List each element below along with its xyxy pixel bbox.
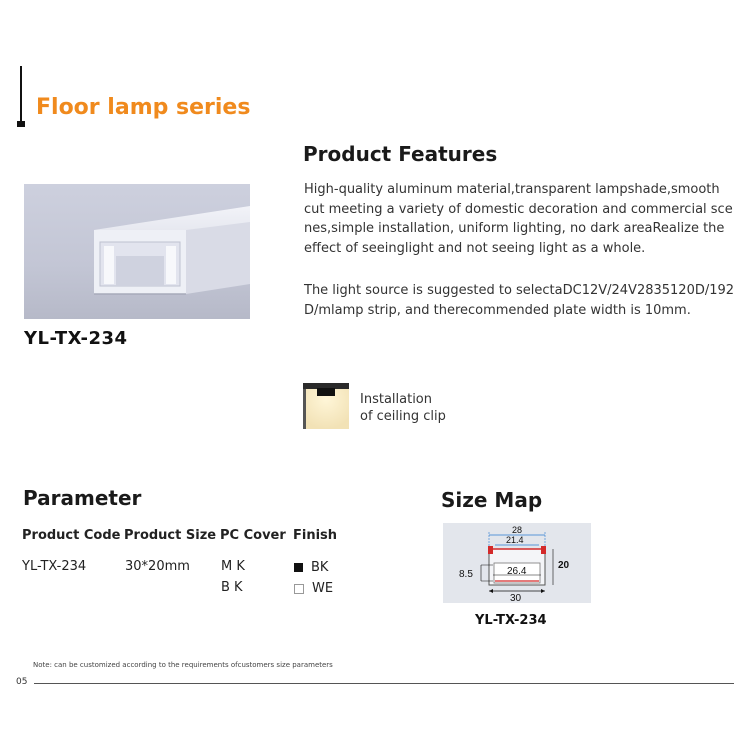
- parameter-title: Parameter: [23, 486, 142, 510]
- footer-note: Note: can be customized according to the requirements ofcustomers size parameters: [33, 661, 333, 669]
- features-line: cut meeting a variety of domestic decoration and commercial sce: [304, 201, 733, 217]
- series-title: Floor lamp series: [36, 95, 251, 120]
- dim-inner-top-label: 21.4: [506, 535, 524, 545]
- aluminum-profile-illustration: [24, 184, 250, 319]
- footer-divider: [34, 683, 734, 684]
- header-accent-mark: [17, 121, 25, 127]
- header-finish: Finish: [293, 528, 338, 543]
- dim-inner-label: 26.4: [507, 566, 527, 577]
- dim-right-label: 20: [558, 560, 570, 571]
- features-line: High-quality aluminum material,transparent lampshade,smooth: [304, 182, 720, 197]
- features-line: effect of seeinglight and not seeing light as a whole.: [304, 240, 646, 256]
- size-map-title: Size Map: [441, 488, 543, 512]
- features-line: The light source is suggested to selectaDC12V/24V2835120D/192: [304, 283, 735, 298]
- header-pc-cover: PC Cover: [220, 528, 286, 543]
- product-model: YL-TX-234: [24, 328, 128, 349]
- header-product-code: Product Code: [22, 528, 121, 543]
- dim-left-label: 8.5: [459, 569, 473, 580]
- cell-product-size: 30*20mm: [125, 559, 190, 574]
- installation-label: [360, 391, 446, 425]
- page-number: 05: [16, 677, 28, 687]
- black-swatch-icon: [294, 563, 303, 572]
- header-accent-bar: [20, 66, 22, 126]
- finish-label: WE: [312, 581, 334, 596]
- ceiling-clip-icon: [303, 383, 349, 429]
- finish-item-we: [294, 581, 333, 596]
- features-line: D/mlamp strip, and therecommended plate width is 10mm.: [304, 302, 691, 318]
- size-map-diagram: [443, 523, 591, 603]
- features-paragraph-2: [304, 281, 736, 320]
- cell-product-code: YL-TX-234: [22, 559, 87, 574]
- features-paragraph-1: [304, 180, 736, 258]
- size-map-model: YL-TX-234: [475, 613, 547, 628]
- finish-label: BK: [311, 560, 329, 575]
- cell-pc-cover-1: M K: [221, 559, 245, 574]
- features-line: nes,simple installation, uniform lighting, no dark areaRealize the: [304, 221, 725, 236]
- finish-item-bk: [294, 560, 328, 575]
- product-image: [24, 184, 250, 319]
- dim-top-label: 28: [512, 525, 523, 535]
- installation-line-1: Installation: [360, 392, 433, 407]
- white-swatch-icon: [294, 584, 304, 594]
- installation-line-2: of ceiling clip: [360, 409, 446, 424]
- features-title: Product Features: [303, 142, 498, 166]
- header-product-size: Product Size: [124, 528, 217, 543]
- cell-pc-cover-2: B K: [221, 580, 243, 595]
- dim-bottom-label: 30: [510, 593, 522, 603]
